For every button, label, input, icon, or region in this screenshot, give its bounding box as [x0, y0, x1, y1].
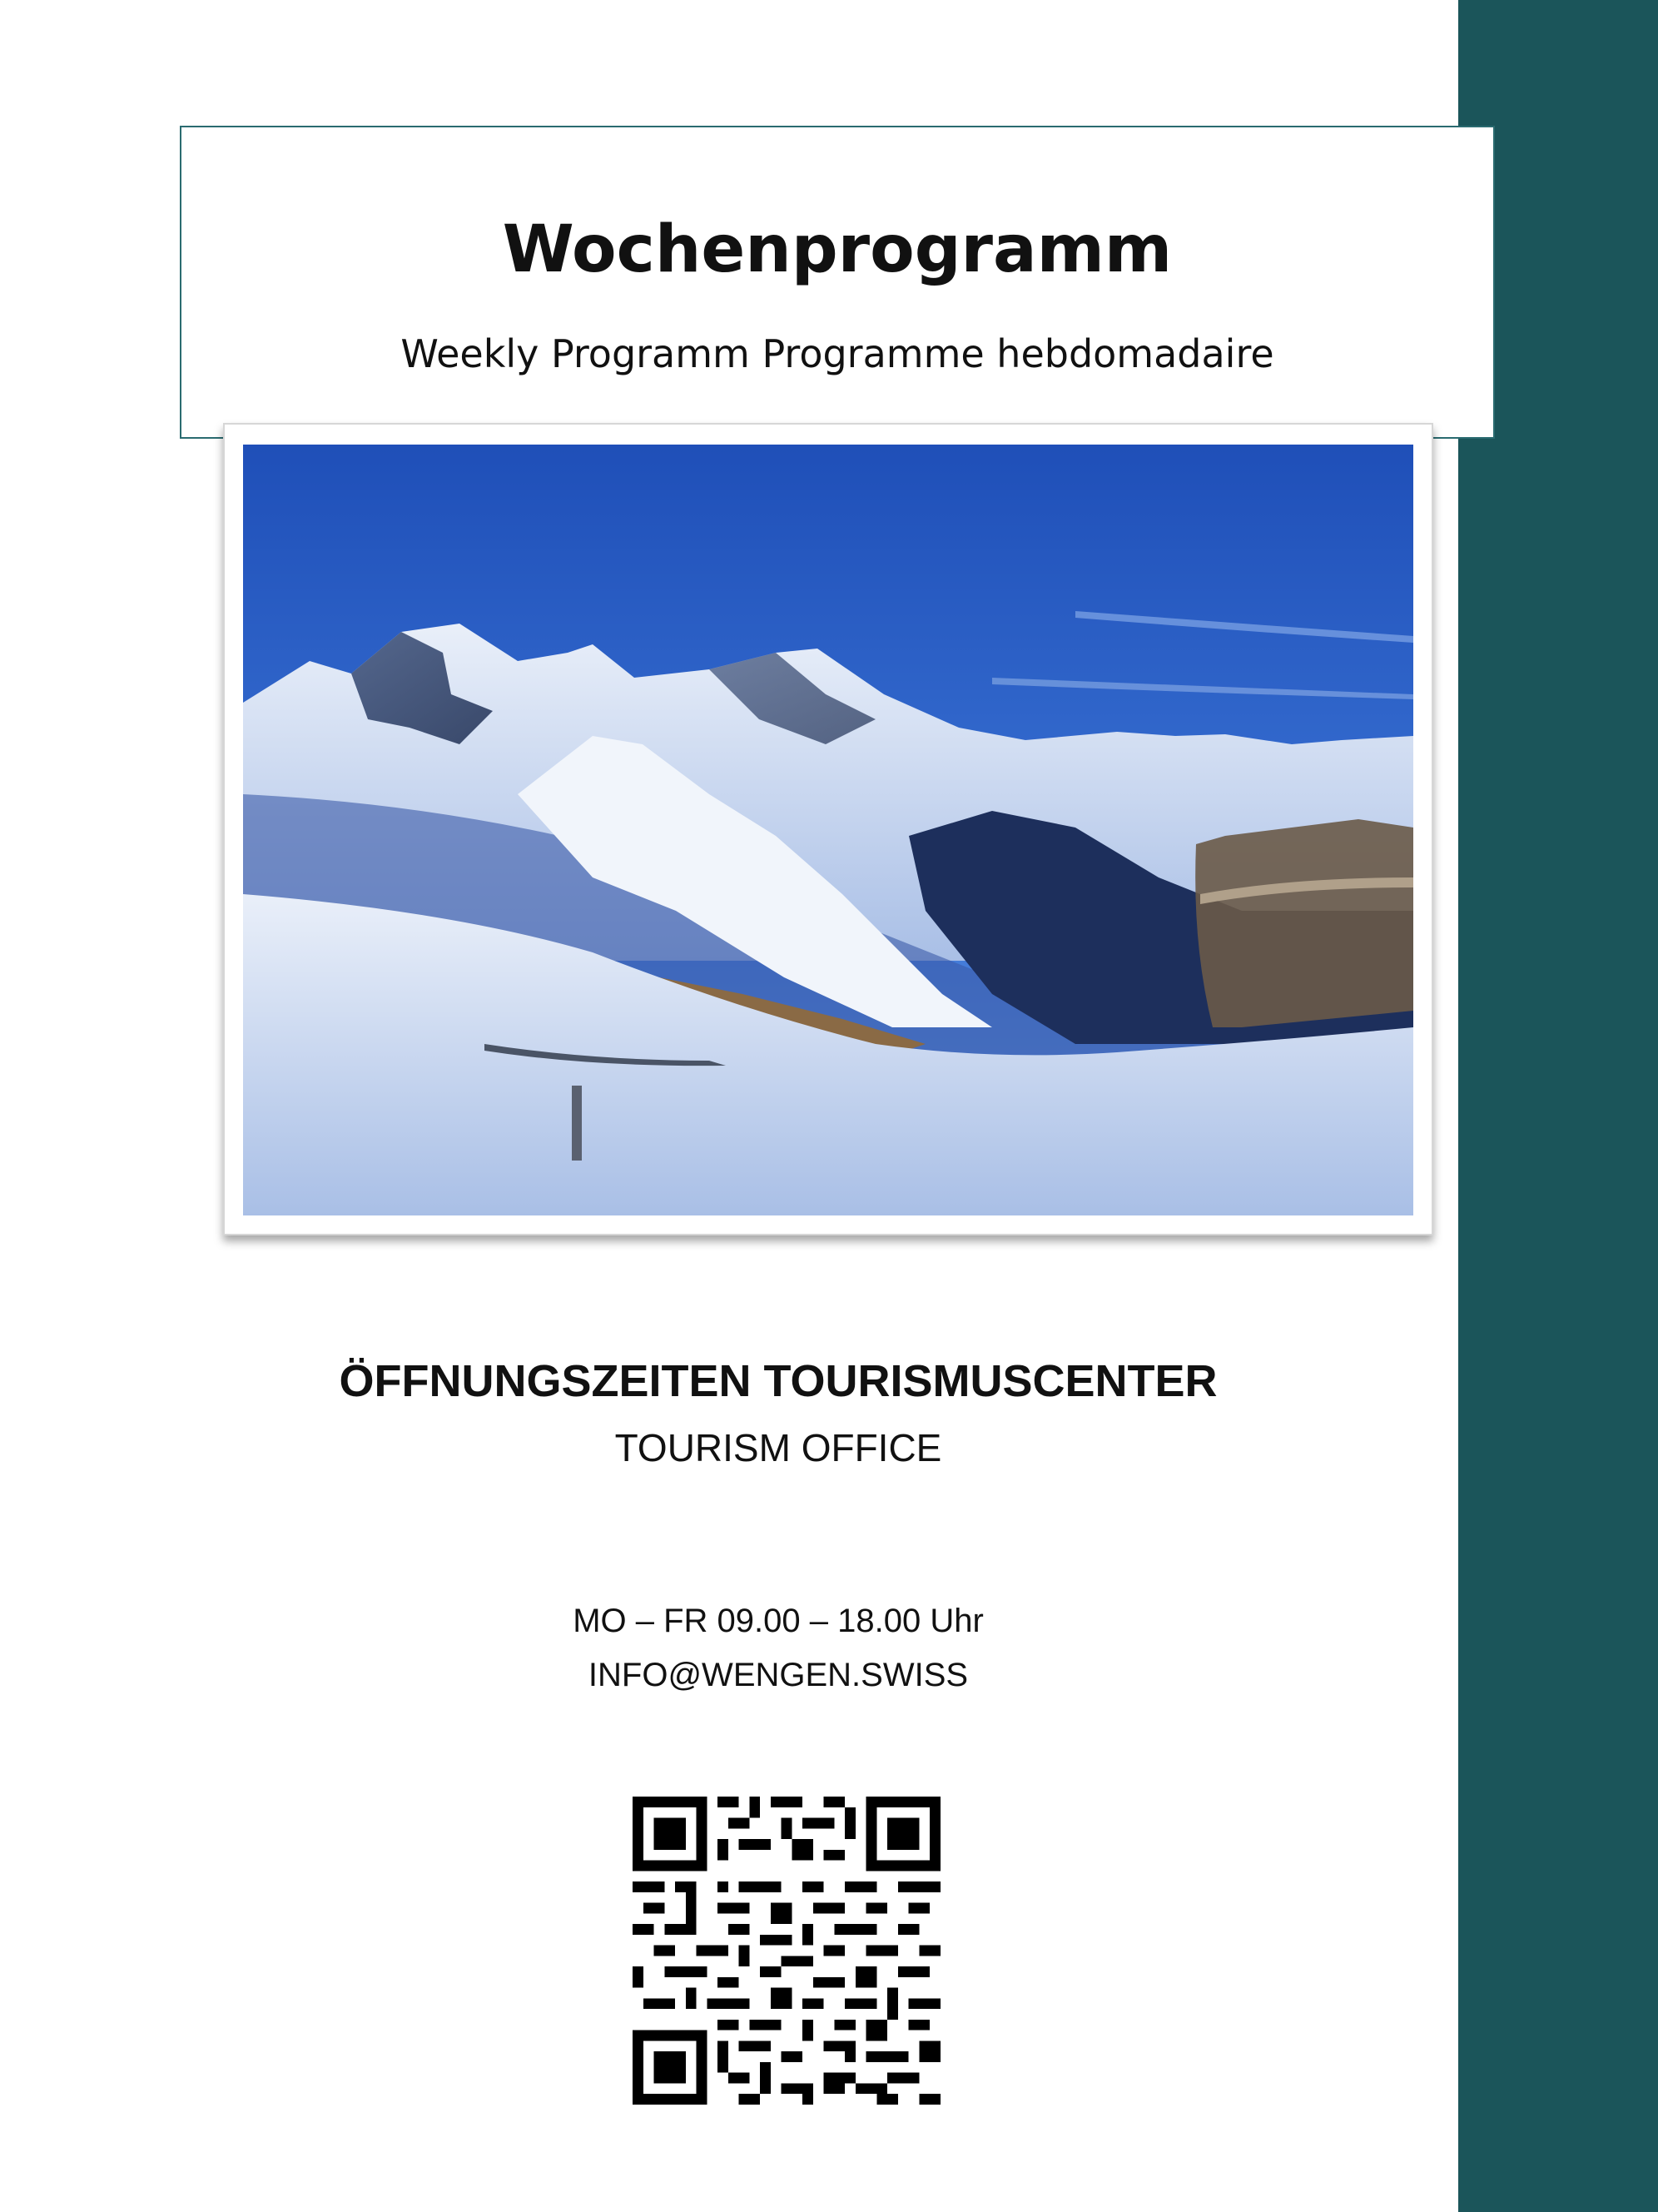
opening-hours: MO – FR 09.00 – 18.00 Uhr	[573, 1603, 984, 1639]
photo-frame	[223, 423, 1433, 1235]
office-heading: ÖFFNUNGSZEITEN TOURISMUSCENTER	[339, 1356, 1218, 1406]
contact-email: INFO@WENGEN.SWISS	[588, 1657, 969, 1693]
qr-code-icon	[633, 1797, 941, 2105]
office-heading-en: TOURISM OFFICE	[614, 1426, 942, 1469]
viewing-platform	[1195, 819, 1413, 1027]
fence-post	[572, 1086, 582, 1161]
page-title: Wochenprogramm	[502, 212, 1173, 287]
mountain-photo	[243, 445, 1413, 1215]
title-box	[180, 126, 1495, 439]
page-subtitle: Weekly Programm Programme hebdomadaire	[400, 331, 1274, 376]
